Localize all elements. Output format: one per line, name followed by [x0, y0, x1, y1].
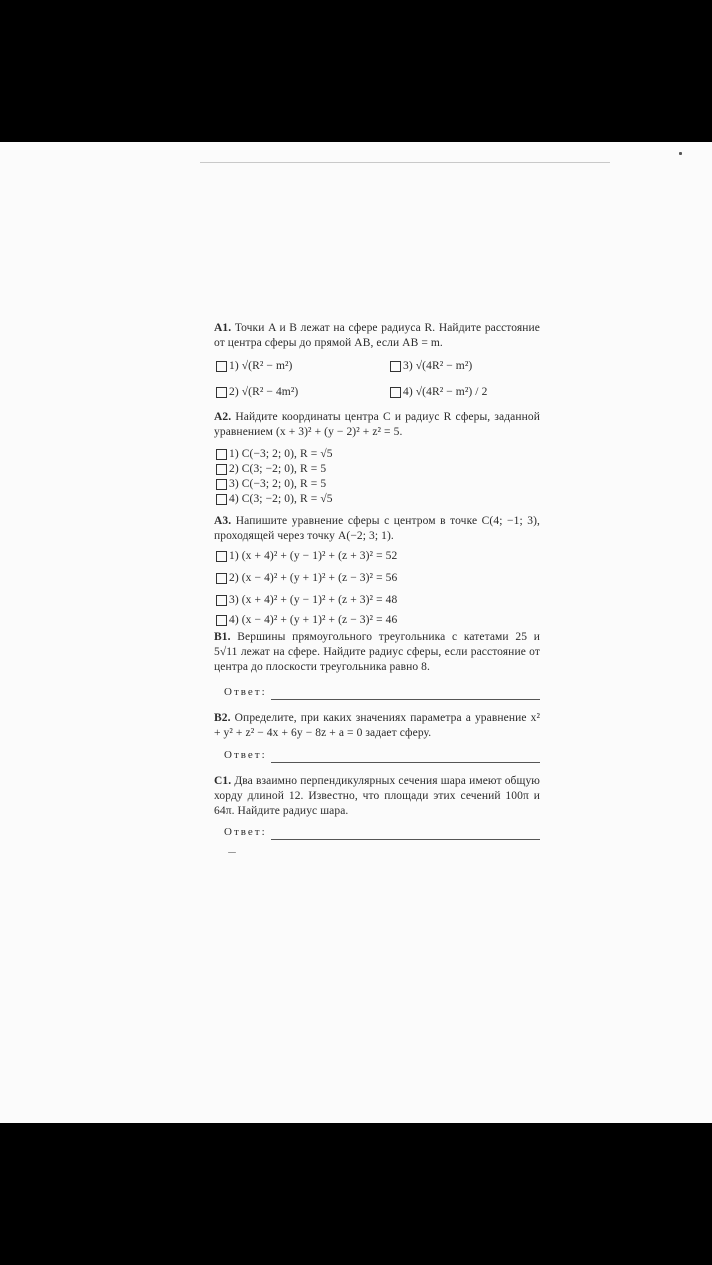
question-a1 — [214, 321, 540, 351]
scan-speck — [228, 852, 236, 853]
top-rule — [200, 162, 610, 163]
question-a2 — [214, 410, 540, 440]
answer-line[interactable] — [271, 752, 540, 763]
option-text: 1) (x + 4)² + (y − 1)² + (z + 3)² = 52 — [229, 549, 398, 562]
checkbox[interactable] — [216, 615, 227, 626]
option-a3-3[interactable] — [216, 593, 397, 607]
checkbox[interactable] — [216, 595, 227, 606]
option-a1-4[interactable] — [390, 385, 487, 399]
question-c1 — [214, 774, 540, 819]
option-text: 4) C(3; −2; 0), R = √5 — [229, 492, 333, 505]
question-label: А1. — [214, 322, 232, 334]
checkbox[interactable] — [216, 479, 227, 490]
option-text: 2) (x − 4)² + (y + 1)² + (z − 3)² = 56 — [229, 571, 398, 584]
question-label: В2. — [214, 712, 231, 724]
question-b2 — [214, 711, 540, 741]
option-text: 3) √(4R² − m²) — [403, 359, 473, 372]
option-text: 1) √(R² − m²) — [229, 359, 293, 372]
question-b1 — [214, 630, 540, 675]
option-a3-2[interactable] — [216, 571, 397, 585]
option-a1-1[interactable] — [216, 359, 292, 373]
option-text: 2) C(3; −2; 0), R = 5 — [229, 462, 327, 475]
question-label: А3. — [214, 515, 232, 527]
checkbox[interactable] — [216, 387, 227, 398]
checkbox[interactable] — [390, 361, 401, 372]
option-a1-3[interactable] — [390, 359, 472, 373]
question-text: Напишите уравнение сферы с центром в точке C(4; −1; 3), проходящей через точку A(−2; 3; 1). — [214, 515, 540, 542]
option-a2-4[interactable] — [216, 492, 333, 506]
question-text: Точки A и B лежат на сфере радиуса R. Найдите расстояние от центра сферы до прямой AB, если AB = m. — [214, 322, 540, 349]
question-text: Определите, при каких значениях параметра a уравнение x² + y² + z² − 4x + 6y − 8z + a = 0 задает сферу. — [214, 712, 540, 739]
question-text: Вершины прямоугольного треугольника с катетами 25 и 5√11 лежат на сфере. Найдите радиус сферы, если расстояние от центра до плоскости треугольника равно 8. — [214, 631, 540, 673]
answer-c1[interactable] — [224, 825, 540, 840]
option-text: 4) (x − 4)² + (y + 1)² + (z − 3)² = 46 — [229, 613, 398, 626]
question-a3 — [214, 514, 540, 544]
option-text: 3) C(−3; 2; 0), R = 5 — [229, 477, 327, 490]
checkbox[interactable] — [216, 573, 227, 584]
answer-b1[interactable] — [224, 685, 540, 700]
checkbox[interactable] — [216, 361, 227, 372]
question-text: Два взаимно перпендикулярных сечения шара имеют общую хорду длиной 12. Известно, что площади этих сечений 100π и 64π. Найдите радиус шара. — [214, 775, 540, 817]
option-a1-2[interactable] — [216, 385, 298, 399]
answer-label: Ответ: — [224, 749, 267, 761]
answer-b2[interactable] — [224, 748, 540, 763]
question-text: Найдите координаты центра C и радиус R сферы, заданной уравнением (x + 3)² + (y − 2)² + z² = 5. — [214, 411, 540, 438]
option-a2-1[interactable] — [216, 447, 333, 461]
checkbox[interactable] — [216, 494, 227, 505]
scan-speck — [679, 152, 682, 155]
answer-label: Ответ: — [224, 686, 267, 698]
option-text: 2) √(R² − 4m²) — [229, 385, 299, 398]
answer-line[interactable] — [271, 689, 540, 700]
answer-label: Ответ: — [224, 826, 267, 838]
question-label: А2. — [214, 411, 232, 423]
option-a2-2[interactable] — [216, 462, 326, 476]
option-text: 1) C(−3; 2; 0), R = √5 — [229, 447, 333, 460]
option-a2-3[interactable] — [216, 477, 326, 491]
checkbox[interactable] — [216, 449, 227, 460]
question-label: С1. — [214, 775, 232, 787]
checkbox[interactable] — [390, 387, 401, 398]
question-label: В1. — [214, 631, 231, 643]
option-a3-4[interactable] — [216, 613, 397, 627]
option-text: 3) (x + 4)² + (y − 1)² + (z + 3)² = 48 — [229, 593, 398, 606]
option-text: 4) √(4R² − m²) / 2 — [403, 385, 488, 398]
option-a3-1[interactable] — [216, 549, 397, 563]
checkbox[interactable] — [216, 551, 227, 562]
checkbox[interactable] — [216, 464, 227, 475]
answer-line[interactable] — [271, 829, 540, 840]
